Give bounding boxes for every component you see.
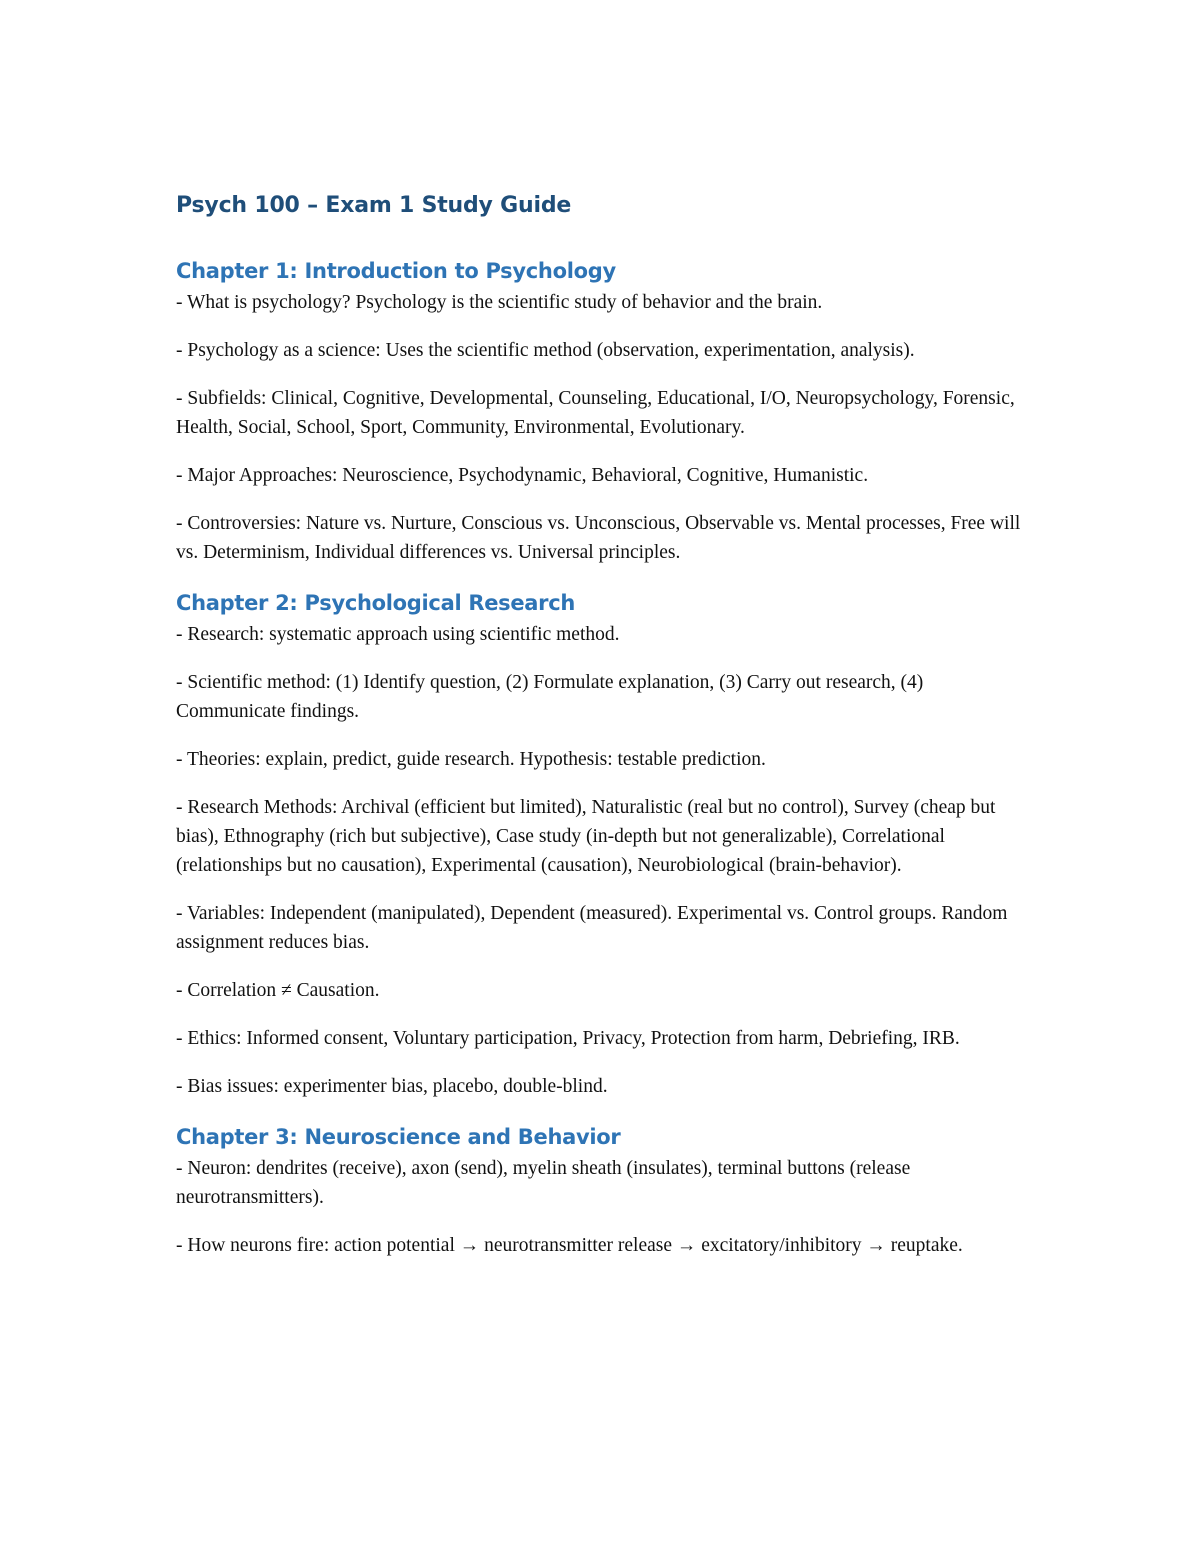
chapter-1-item: - Psychology as a science: Uses the scientific method (observation, experimentation, analysis). bbox=[176, 340, 915, 361]
chapter-2-item: - Research Methods: Archival (efficient but limited), Naturalistic (real but no control), Survey (cheap but bias), Ethnography (rich but subjective), Case study (in-depth but not generalizable), Correlational (relationships but no causation), Experimental (causation), Neurobiological (brain-behavior). bbox=[176, 797, 996, 876]
chapter-2-item: - Scientific method: (1) Identify question, (2) Formulate explanation, (3) Carry out research, (4) Communicate findings. bbox=[176, 672, 924, 722]
chapter-3-item: - Neuron: dendrites (receive), axon (send), myelin sheath (insulates), terminal buttons (release neurotransmitters). bbox=[176, 1158, 911, 1208]
chapter-3-item: - How neurons fire: action potential → neurotransmitter release → excitatory/inhibitory → reuptake. bbox=[176, 1235, 963, 1256]
chapter-1 bbox=[176, 254, 1036, 567]
chapter-2-item: - Bias issues: experimenter bias, placebo, double-blind. bbox=[176, 1076, 608, 1097]
chapter-1-item: - Major Approaches: Neuroscience, Psychodynamic, Behavioral, Cognitive, Humanistic. bbox=[176, 465, 869, 486]
chapter-2-item: - Variables: Independent (manipulated), Dependent (measured). Experimental vs. Control groups. Random assignment reduces bias. bbox=[176, 903, 1008, 953]
chapter-1-item: - Subfields: Clinical, Cognitive, Developmental, Counseling, Educational, I/O, Neuropsychology, Forensic, Health, Social, School, Sport, Community, Environmental, Evolutionary. bbox=[176, 388, 1015, 438]
chapter-1-title: Chapter 1: Introduction to Psychology bbox=[176, 259, 616, 283]
chapter-2-item: - Ethics: Informed consent, Voluntary participation, Privacy, Protection from harm, Debriefing, IRB. bbox=[176, 1028, 960, 1049]
chapter-2-item: - Correlation ≠ Causation. bbox=[176, 980, 380, 1001]
chapter-2-title: Chapter 2: Psychological Research bbox=[176, 591, 576, 615]
chapter-2-item: - Theories: explain, predict, guide research. Hypothesis: testable prediction. bbox=[176, 749, 766, 770]
document-title: Psych 100 – Exam 1 Study Guide bbox=[176, 193, 572, 218]
chapter-1-item: - What is psychology? Psychology is the scientific study of behavior and the brain. bbox=[176, 292, 823, 313]
chapter-2 bbox=[176, 586, 1036, 1101]
document-page bbox=[176, 190, 1036, 1279]
chapter-3 bbox=[176, 1120, 1036, 1260]
chapter-3-title: Chapter 3: Neuroscience and Behavior bbox=[176, 1125, 621, 1149]
chapter-2-item: - Research: systematic approach using scientific method. bbox=[176, 624, 620, 645]
chapter-1-item: - Controversies: Nature vs. Nurture, Conscious vs. Unconscious, Observable vs. Mental processes, Free will vs. Determinism, Individual differences vs. Universal principles. bbox=[176, 513, 1021, 563]
